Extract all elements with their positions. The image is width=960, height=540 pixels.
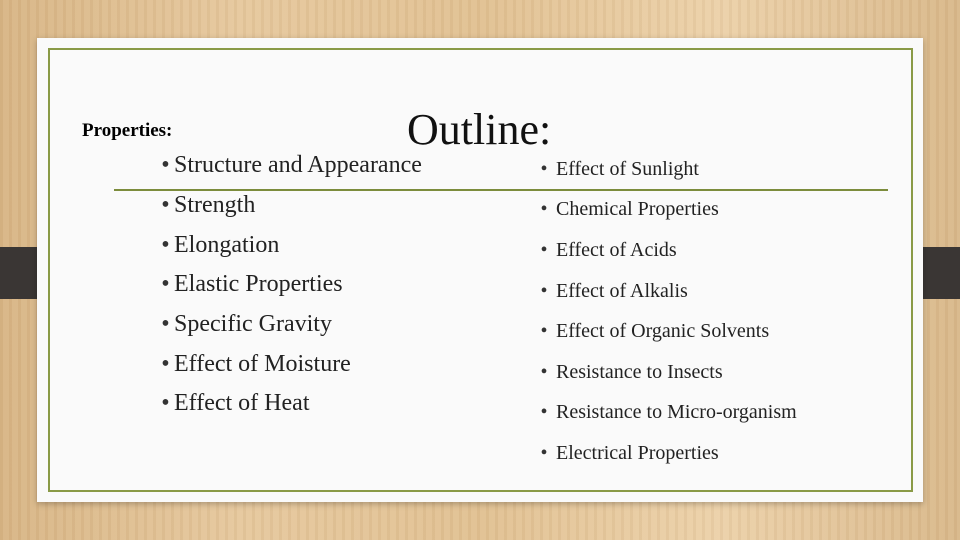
bullet-icon: • [161,350,170,377]
bullet-icon: • [161,231,170,258]
bullet-icon: • [540,198,548,221]
bullet-icon: • [540,401,548,424]
right-property-list [537,149,797,474]
list-item [537,149,797,190]
bullet-icon: • [161,311,170,338]
list-item [537,271,797,312]
bullet-icon: • [161,271,170,298]
list-item [157,384,422,424]
slide-card [37,38,923,502]
bullet-icon: • [540,441,548,464]
list-item-text: Effect of Sunlight [556,157,699,180]
list-item [537,393,797,434]
list-item [537,190,797,231]
list-item-text: Effect of Alkalis [556,279,688,302]
list-item-text: Effect of Acids [556,238,677,261]
list-item-text: Resistance to Insects [556,360,723,383]
list-item [157,305,422,345]
list-item [537,352,797,393]
bullet-icon: • [161,152,170,179]
list-item-text: Effect of Moisture [174,350,351,377]
list-item [537,230,797,271]
list-item [537,311,797,352]
list-item-text: Strength [174,192,256,219]
bullet-icon: • [540,360,548,383]
list-item [157,344,422,384]
bullet-icon: • [540,157,548,180]
list-item-text: Specific Gravity [174,311,332,338]
list-item [537,433,797,474]
list-item-text: Resistance to Micro-organism [556,401,797,424]
list-item-text: Structure and Appearance [174,152,422,179]
list-item-text: Electrical Properties [556,441,719,464]
list-item-text: Elongation [174,231,280,258]
list-item-text: Elastic Properties [174,271,343,298]
list-item [157,265,422,305]
list-item-text: Effect of Heat [174,390,310,417]
list-item [157,225,422,265]
bullet-icon: • [540,320,548,343]
slide-title: Outline: [407,105,552,154]
list-item-text: Effect of Organic Solvents [556,320,770,343]
list-item [157,146,422,186]
bullet-icon: • [161,192,170,219]
bullet-icon: • [161,390,170,417]
bullet-icon: • [540,238,548,261]
list-item-text: Chemical Properties [556,198,719,221]
bullet-icon: • [540,279,548,302]
list-item [157,186,422,226]
properties-label: Properties: [82,120,173,141]
left-property-list [157,146,422,424]
